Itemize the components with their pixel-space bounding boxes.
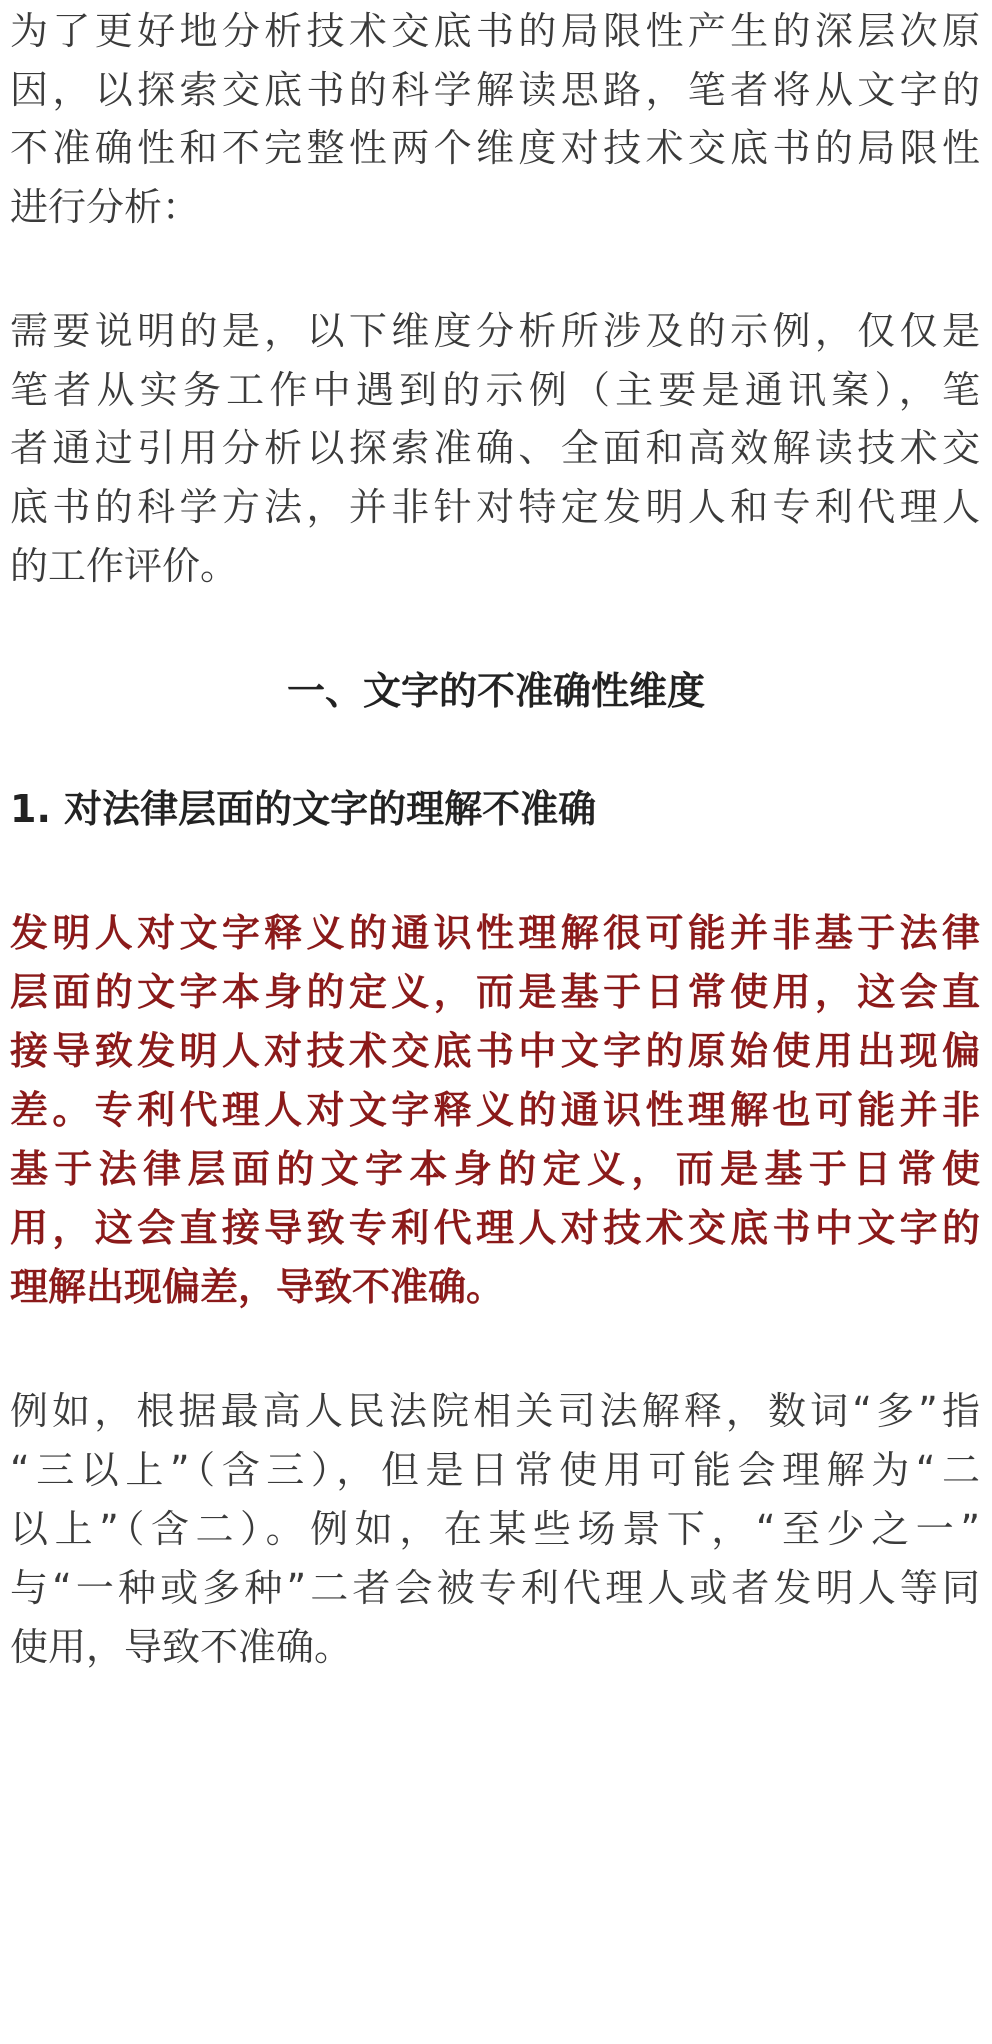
example-paragraph-line-3: 以上”（含二）。例如，在某些场景下，“至少之一” bbox=[10, 1507, 980, 1551]
highlight-paragraph-line-2: 层面的文字本身的定义，而是基于日常使用，这会直 bbox=[10, 970, 980, 1014]
highlight-paragraph-line-5: 基于法律层面的文字本身的定义，而是基于日常使 bbox=[10, 1147, 980, 1191]
example-paragraph-line-2: “三以上”（含三），但是日常使用可能会理解为“二 bbox=[10, 1448, 980, 1492]
paragraph-1-line-2: 因，以探索交底书的科学解读思路，笔者将从文字的 bbox=[10, 68, 980, 112]
paragraph-1-line-4: 进行分析： bbox=[10, 185, 201, 229]
highlight-paragraph-line-6: 用，这会直接导致专利代理人对技术交底书中文字的 bbox=[10, 1206, 980, 1250]
highlight-paragraph-line-4: 差。专利代理人对文字释义的通识性理解也可能并非 bbox=[10, 1088, 980, 1132]
paragraph-2-line-5: 的工作评价。 bbox=[10, 544, 239, 588]
paragraph-2-line-3: 者通过引用分析以探索准确、全面和高效解读技术交 bbox=[10, 426, 980, 470]
section-heading: 一、文字的不准确性维度 bbox=[286, 669, 705, 713]
paragraph-1-line-1: 为了更好地分析技术交底书的局限性产生的深层次原 bbox=[10, 9, 980, 53]
paragraph-1-line-3: 不准确性和不完整性两个维度对技术交底书的局限性 bbox=[10, 126, 980, 170]
highlight-paragraph-line-1: 发明人对文字释义的通识性理解很可能并非基于法律 bbox=[10, 911, 980, 955]
paragraph-2-line-1: 需要说明的是，以下维度分析所涉及的示例，仅仅是 bbox=[10, 309, 980, 353]
example-paragraph-line-5: 使用，导致不准确。 bbox=[10, 1625, 353, 1669]
highlight-paragraph-line-3: 接导致发明人对技术交底书中文字的原始使用出现偏 bbox=[10, 1029, 980, 1073]
highlight-paragraph-line-7: 理解出现偏差，导致不准确。 bbox=[10, 1265, 505, 1309]
paragraph-2-line-4: 底书的科学方法，并非针对特定发明人和专利代理人 bbox=[10, 485, 980, 529]
subsection-heading: 1. 对法律层面的文字的理解不准确 bbox=[10, 787, 597, 831]
paragraph-2-line-2: 笔者从实务工作中遇到的示例（主要是通讯案），笔 bbox=[10, 368, 980, 412]
example-paragraph-line-4: 与“一种或多种”二者会被专利代理人或者发明人等同 bbox=[10, 1566, 980, 1610]
example-paragraph-line-1: 例如，根据最高人民法院相关司法解释，数词“多”指 bbox=[10, 1389, 980, 1433]
